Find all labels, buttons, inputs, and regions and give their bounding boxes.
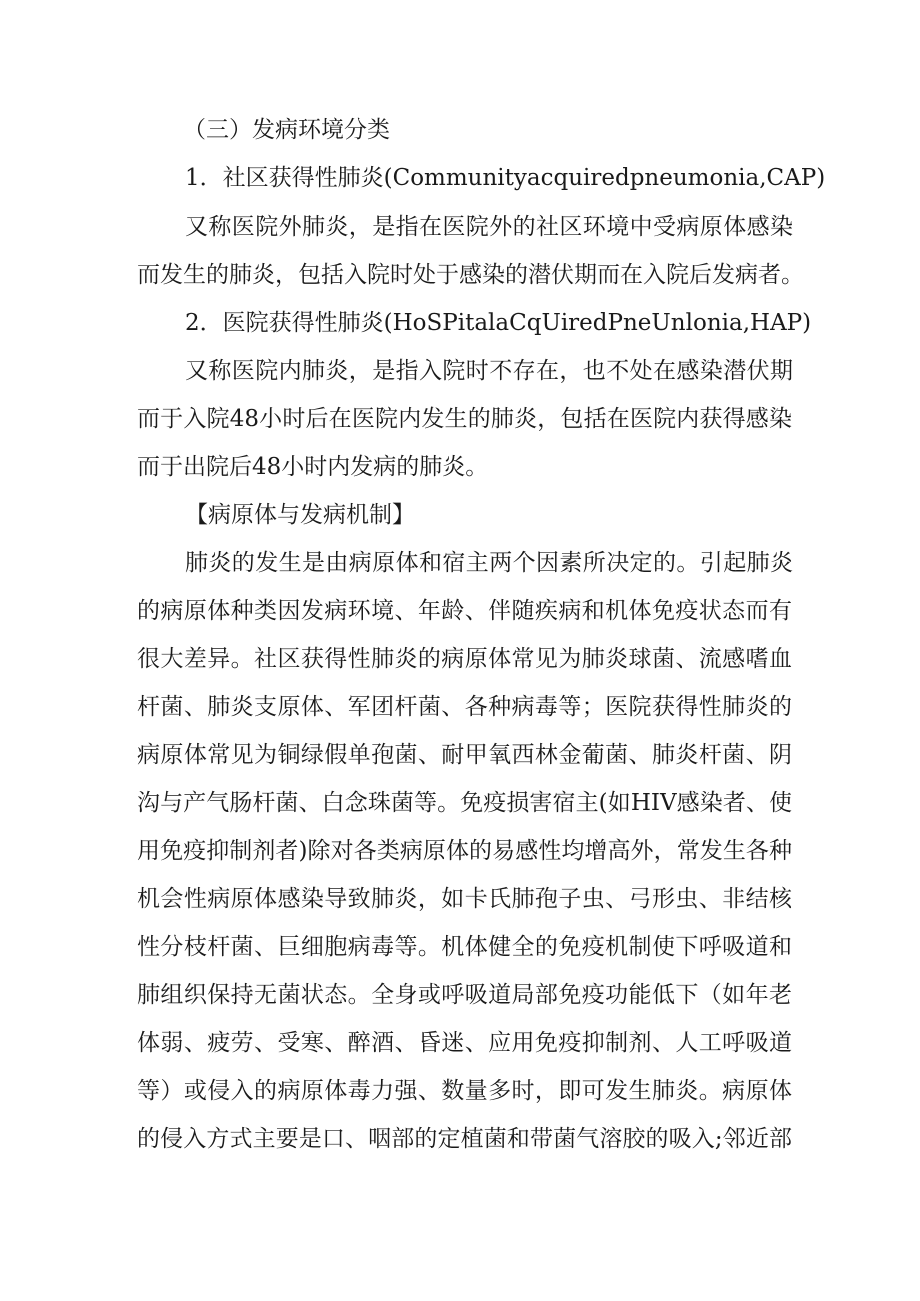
paragraph-line: 体弱、疲劳、受寒、醉酒、昏迷、应用免疫抑制剂、人工呼吸道 (137, 1030, 792, 1056)
paragraph-line: 肺炎的发生是由病原体和宿主两个因素所决定的。引起肺炎 (185, 550, 793, 576)
item-2-title: 2．医院获得性肺炎(HoSPitalaCqUiredPneUnlonia,HAP) (185, 310, 812, 336)
paragraph-line: 沟与产气肠杆菌、白念珠菌等。免疫损害宿主(如HIV感染者、使 (137, 790, 792, 816)
paragraph-line: 杆菌、肺炎支原体、军团杆菌、各种病毒等；医院获得性肺炎的 (137, 694, 792, 720)
paragraph-line: 病原体常见为铜绿假单孢菌、耐甲氧西林金葡菌、肺炎杆菌、阴 (137, 742, 792, 768)
item-1-body-line: 而发生的肺炎，包括入院时处于感染的潜伏期而在入院后发病者。 (137, 262, 804, 288)
paragraph-line: 的侵入方式主要是口、咽部的定植菌和带菌气溶胶的吸入;邻近部 (137, 1126, 792, 1152)
paragraph-line: 性分枝杆菌、巨细胞病毒等。机体健全的免疫机制使下呼吸道和 (137, 934, 792, 960)
paragraph-line: 很大差异。社区获得性肺炎的病原体常见为肺炎球菌、流感嗜血 (137, 646, 792, 672)
paragraph-line: 的病原体种类因发病环境、年龄、伴随疾病和机体免疫状态而有 (137, 598, 792, 624)
item-1-body-line: 又称医院外肺炎，是指在医院外的社区环境中受病原体感染 (185, 214, 793, 240)
item-2-body-line: 而于出院后48小时内发病的肺炎。 (137, 454, 489, 480)
section-heading: （三）发病环境分类 (183, 117, 390, 143)
paragraph-line: 肺组织保持无菌状态。全身或呼吸道局部免疫功能低下（如年老 (137, 982, 792, 1008)
paragraph-line: 等）或侵入的病原体毒力强、数量多时，即可发生肺炎。病原体 (137, 1078, 792, 1104)
item-1-title: 1．社区获得性肺炎(Communityacquiredpneumonia,CAP) (185, 165, 826, 191)
paragraph-line: 机会性病原体感染导致肺炎，如卡氏肺孢子虫、弓形虫、非结核 (137, 886, 792, 912)
item-2-body-line: 又称医院内肺炎，是指入院时不存在，也不处在感染潜伏期 (185, 358, 793, 384)
bracket-heading: 【病原体与发病机制】 (185, 502, 415, 528)
paragraph-line: 用免疫抑制剂者)除对各类病原体的易感性均增高外，常发生各种 (137, 838, 792, 864)
item-2-body-line: 而于入院48小时后在医院内发生的肺炎，包括在医院内获得感染 (137, 406, 792, 432)
